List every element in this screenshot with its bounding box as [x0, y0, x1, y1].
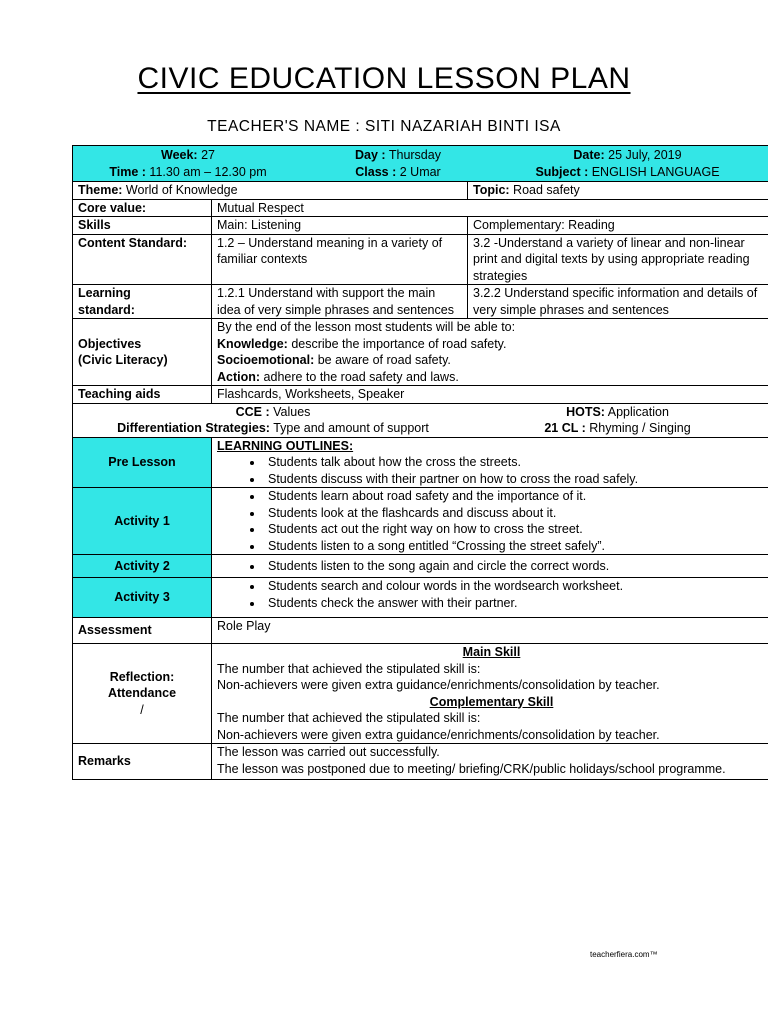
- activity2-content: [212, 555, 768, 578]
- activity1-content: [212, 488, 768, 555]
- topic-label: Topic:: [473, 183, 510, 197]
- skills-complementary: Complementary: Reading: [468, 217, 768, 235]
- cl-label: 21 CL :: [544, 421, 586, 435]
- core-value-row: [73, 199, 768, 217]
- day-value: Thursday: [385, 148, 441, 162]
- skills-label: Skills: [73, 217, 212, 235]
- header-row: [73, 146, 768, 182]
- class-value: 2 Umar: [396, 164, 441, 179]
- teacher-name: TEACHER'S NAME : SITI NAZARIAH BINTI ISA: [207, 118, 561, 135]
- page-title: CIVIC EDUCATION LESSON PLAN: [137, 62, 631, 95]
- date-value: 25 July, 2019: [604, 148, 682, 162]
- pre-lesson-content: [212, 437, 768, 488]
- core-value-label: Core value:: [73, 199, 212, 217]
- learning-standard-label: Learning standard:: [73, 285, 212, 319]
- list-item: • Students search and colour words in the wordsearch worksheet.: [264, 578, 766, 595]
- content-standard-complementary: 3.2 -Understand a variety of linear and non-linear print and digital texts by using appropriate reading strategies: [468, 234, 768, 285]
- assessment-row: [73, 618, 768, 644]
- class-label: Class :: [355, 164, 397, 179]
- list-item: • Students listen to a song entitled “Crossing the street safely”.: [264, 538, 766, 555]
- activity3-content: [212, 578, 768, 618]
- remarks-content: The lesson was carried out successfully. The lesson was postponed due to meeting/ briefing/CRK/public holidays/school programme.: [212, 744, 768, 780]
- list-item: • Students check the answer with their partner.: [264, 595, 766, 612]
- skills-row: [73, 217, 768, 235]
- content-standard-row: [73, 234, 768, 285]
- diff-label: Differentiation Strategies:: [117, 421, 270, 435]
- objectives-label: Objectives (Civic Literacy): [73, 319, 212, 386]
- day-label: Day :: [355, 148, 386, 162]
- learning-standard-main: 1.2.1 Understand with support the main idea of very simple phrases and sentences: [212, 285, 468, 319]
- learning-standard-row: [73, 285, 768, 319]
- list-item: • Students talk about how the cross the streets.: [264, 454, 766, 471]
- activity2-label: Activity 2: [73, 555, 212, 578]
- subject-value: ENGLISH LANGUAGE: [588, 164, 720, 179]
- core-value-value: Mutual Respect: [212, 199, 768, 217]
- skills-main: Main: Listening: [212, 217, 468, 235]
- content-standard-label: Content Standard:: [73, 234, 212, 285]
- pre-lesson-label: Pre Lesson: [73, 437, 212, 488]
- theme-label: Theme:: [78, 183, 123, 197]
- hots-label: HOTS:: [566, 404, 605, 419]
- theme-row: [73, 182, 768, 200]
- lesson-plan-table: [72, 145, 768, 780]
- remarks-label: Remarks: [73, 744, 212, 780]
- list-item: • Students look at the flashcards and discuss about it.: [264, 505, 766, 522]
- activity1-label: Activity 1: [73, 488, 212, 555]
- reflection-content: Main Skill The number that achieved the stipulated skill is: Non-achievers were given extra guidance/enrichments/consolidation by teacher. Complementary Skill The number that achieved the stipulated skill is: Non-achievers were given extra guidance/enrichments/consolidation by teacher.: [212, 644, 768, 744]
- cl-value: Rhyming / Singing: [585, 421, 691, 435]
- activity3-row: [73, 578, 768, 618]
- pre-lesson-row: [73, 437, 768, 488]
- content-standard-main: 1.2 – Understand meaning in a variety of familiar contexts: [212, 234, 468, 285]
- footer-credit: teacherfiera.com™: [590, 950, 658, 959]
- activity1-row: [73, 488, 768, 555]
- cce-value: Values: [269, 404, 311, 419]
- subject-label: Subject :: [535, 164, 589, 179]
- week-value: 27: [197, 148, 215, 162]
- hots-value: Application: [604, 404, 669, 419]
- objectives-content: By the end of the lesson most students will be able to: Knowledge: describe the importance of road safety. Socioemotional: be aware of road safety. Action: adhere to the road safety and laws.: [212, 319, 768, 386]
- diff-value: Type and amount of support: [269, 421, 429, 435]
- main-skill-heading: Main Skill: [462, 645, 521, 659]
- list-item: • Students discuss with their partner on how to cross the road safely.: [264, 471, 766, 488]
- learning-outlines-heading: LEARNING OUTLINES:: [217, 438, 354, 453]
- teaching-aids-label: Teaching aids: [73, 386, 212, 404]
- activity3-label: Activity 3: [73, 578, 212, 618]
- activity2-row: [73, 555, 768, 578]
- list-item: • Students listen to the song again and circle the correct words.: [264, 558, 766, 575]
- learning-standard-complementary: 3.2.2 Understand specific information and details of very simple phrases and sentences: [468, 285, 768, 319]
- objectives-row: [73, 319, 768, 386]
- assessment-value: Role Play: [212, 618, 768, 644]
- list-item: • Students learn about road safety and the importance of it.: [264, 488, 766, 505]
- teaching-aids-value: Flashcards, Worksheets, Speaker: [212, 386, 768, 404]
- teaching-aids-row: [73, 386, 768, 404]
- reflection-label: Reflection: Attendance /: [73, 644, 212, 744]
- list-item: • Students act out the right way on how to cross the street.: [264, 521, 766, 538]
- date-label: Date:: [573, 148, 605, 162]
- topic-value: Road safety: [509, 183, 580, 197]
- week-label: Week:: [161, 148, 198, 162]
- remarks-row: [73, 744, 768, 780]
- time-value: 11.30 am – 12.30 pm: [145, 164, 267, 179]
- time-label: Time :: [109, 164, 146, 179]
- reflection-row: [73, 644, 768, 744]
- cce-row: [73, 403, 768, 437]
- complementary-skill-heading: Complementary Skill: [429, 694, 554, 709]
- assessment-label: Assessment: [73, 618, 212, 644]
- theme-value: World of Knowledge: [122, 183, 238, 197]
- cce-label: CCE :: [235, 404, 270, 419]
